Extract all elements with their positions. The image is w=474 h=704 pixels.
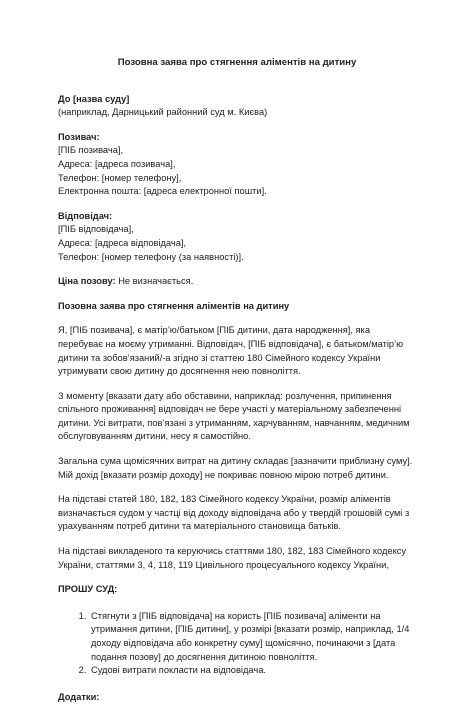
requests-list [58,610,416,678]
court-block [58,93,416,120]
defendant-label: Відповідач: [58,210,113,221]
defendant-block [58,210,416,264]
attachments-heading: Додатки: [58,691,100,702]
request-item-2: 2. Судові витрати покласти на відповідача. [89,664,416,678]
defendant-phone: Телефон: [номер телефону (за наявності)]. [58,251,244,262]
document-title: Позовна заява про стягнення аліментів на дитину [117,57,357,68]
claim-price [58,275,416,289]
body-paragraph-3: Загальна сума щомісячних витрат на дитину складає [зазначити приблизну суму]. Мій дохід [вказати розмір доходу] не покриває повною мірою потреб дитини. [58,456,413,480]
claim-price-value: Не визначається. [115,276,194,287]
plaintiff-phone: Телефон: [номер телефону], [58,172,182,183]
court-label: До [назва суду] [58,93,130,104]
requests-heading: ПРОШУ СУД: [58,584,118,595]
body-paragraph-5: На підставі викладеного та керуючись статтями 180, 182, 183 Сімейного кодексу України, статтями 3, 4, 118, 119 Цивільного процесуального кодексу України, [58,546,407,570]
plaintiff-address: Адреса: [адреса позивача], [58,158,176,169]
request-item-1: 1. Стягнути з [ПІБ відповідача] на користь [ПІБ позивача] аліменти на утримання дитини, [ПІБ дитини], у розмірі [вказати розмір, наприклад, 1/4 доходу відповідача або конкретну суму] щомісячно, починаючи з [дата подання позову] до досягнення дитиною повноліття. [89,610,416,664]
defendant-address: Адреса: [адреса відповідача], [58,237,187,248]
claim-price-label: Ціна позову: [58,276,116,287]
defendant-name: [ПІБ відповідача], [58,224,134,235]
plaintiff-label: Позивач: [58,131,100,142]
court-example: (наприклад, Дарницький районний суд м. Києва) [58,107,268,118]
plaintiff-block [58,131,416,199]
body-paragraph-1: Я, [ПІБ позивача], є матір’ю/батьком [ПІБ дитини, дата народження], яка перебуває на моєму утриманні. Відповідач, [ПІБ відповідача], є батьком/матір’ю дитини та зобов’язаний/-а згідно зі статтею 180 Сімейного кодексу України утримувати свою дитину до досягнення нею повноліття. [58,325,404,377]
body-paragraph-2: З моменту [вказати дату або обставини, наприклад: розлучення, припинення спільного проживання] відповідач не бере участі у матеріальному забезпеченні дитини. Усі витрати, пов’язані з утриманням, харчуванням, навчанням, медичним обслуговуванням дитини, несу я самостійно. [58,390,410,442]
section-heading: Позовна заява про стягнення аліментів на дитину [58,300,290,311]
plaintiff-name: [ПІБ позивача], [58,145,124,156]
plaintiff-email: Електронна пошта: [адреса електронної пошти]. [58,186,267,197]
body-paragraph-4: На підставі статей 180, 182, 183 Сімейного кодексу України, розмір аліментів визначається судом у частці від доходу відповідача або у твердій грошовій сумі з урахуванням потреб дитини та матеріального становища батьків. [58,494,410,532]
